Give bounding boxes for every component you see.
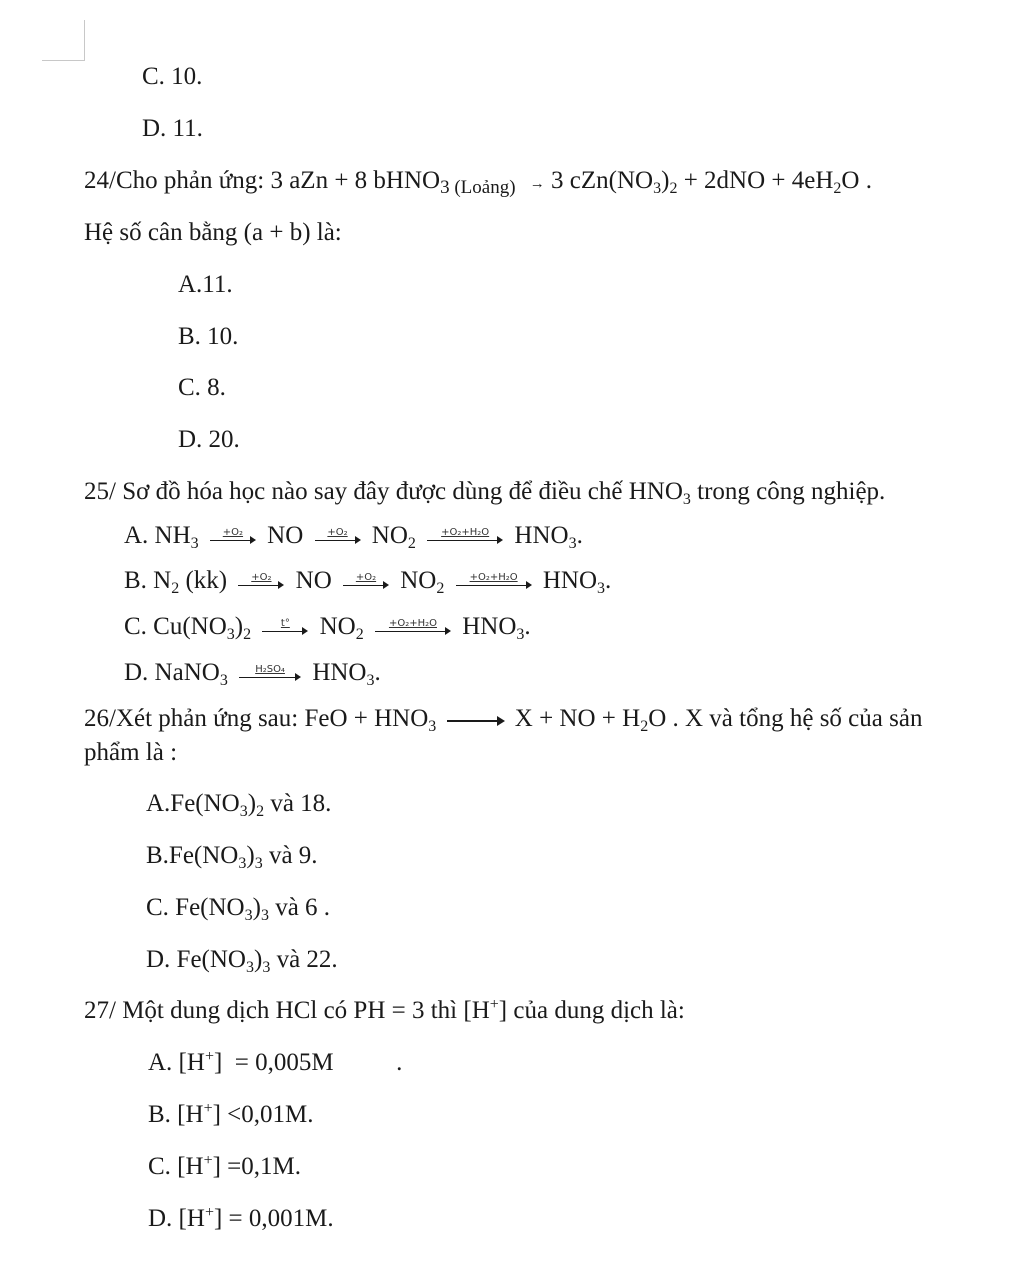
q27-option-d: D. [H+] = 0,001M. — [148, 1204, 334, 1232]
q26-option-a: $A.Fe(NO_3)_2$ và 18. — [146, 790, 332, 820]
q24-option-c: C. 8. — [178, 374, 226, 401]
q23-option-c: C. 10. — [142, 63, 203, 90]
reaction-arrow: +O₂ — [238, 572, 284, 592]
q25-option-d: D. NaNO$_3$ H₂SO₄ $HNO_3$. — [124, 659, 381, 689]
q26-option-c: C. $Fe(NO_3)_3$ và 6 . — [146, 894, 331, 924]
q26-stem: 26/Xét phản ứng sau: FeO + $HNO_3$ X + NO + $H_2O$ . X và tổng hệ số của sản — [84, 705, 923, 735]
q27-option-a: A. [H+] = 0,005M . — [148, 1048, 403, 1076]
reaction-arrow: +O₂+H₂O — [375, 618, 451, 638]
reaction-arrow: H₂SO₄ — [239, 664, 301, 684]
reaction-arrow: +O₂ — [210, 527, 256, 547]
q24-question: Hệ số cân bằng (a + b) là: — [84, 219, 342, 246]
reaction-arrow: +O₂+H₂O — [456, 572, 532, 592]
q26-option-d: D. $Fe(NO_3)_3$ và 22. — [146, 946, 338, 976]
q24-option-a: A.11. — [178, 271, 233, 298]
q24-option-d: D. 20. — [178, 426, 240, 453]
q26-stem-line2: phẩm là : — [84, 739, 178, 766]
reaction-arrow: +O₂+H₂O — [427, 527, 503, 547]
reaction-arrow: +O₂ — [343, 572, 389, 592]
q25-option-a: A. $NH_3$ +O₂ NO +O₂ $NO_2$ +O₂+H₂O $HNO_3$. — [124, 522, 583, 552]
page-corner-mark — [42, 20, 85, 61]
q27-option-b: B. [H+] <0,01M. — [148, 1100, 314, 1128]
q23-option-d: D. 11. — [142, 115, 203, 142]
q27-option-c: C. [H+] =0,1M. — [148, 1152, 301, 1180]
q25-option-b: B. $N_2$ (kk) +O₂ NO +O₂ $NO_2$ +O₂+H₂O $HNO_3$. — [124, 567, 612, 597]
q25-stem: 25/ Sơ đồ hóa học nào say đây được dùng để điều chế $HNO_3$ trong công nghiệp. — [84, 478, 886, 508]
reaction-arrow: +O₂ — [315, 527, 361, 547]
q24-option-b: B. 10. — [178, 323, 239, 350]
q26-option-b: $B.Fe(NO_3)_3$ và 9. — [146, 842, 318, 872]
reaction-arrow: t° — [262, 618, 308, 638]
q25-option-c: C. $Cu(NO_3)_2$ t° $NO_2$ +O₂+H₂O $HNO_3$. — [124, 613, 531, 643]
reaction-arrow — [447, 710, 505, 730]
q27-stem: 27/ Một dung dịch HCl có PH = 3 thì [H+] của dung dịch là: — [84, 996, 685, 1024]
q24-stem: 24/Cho phản ứng: 3 aZn + 8 bHNO$_{3 (Loảng)}$ → 3 $cZn(NO_3)_2 + 2dNO + 4eH_2O$ . — [84, 167, 872, 198]
